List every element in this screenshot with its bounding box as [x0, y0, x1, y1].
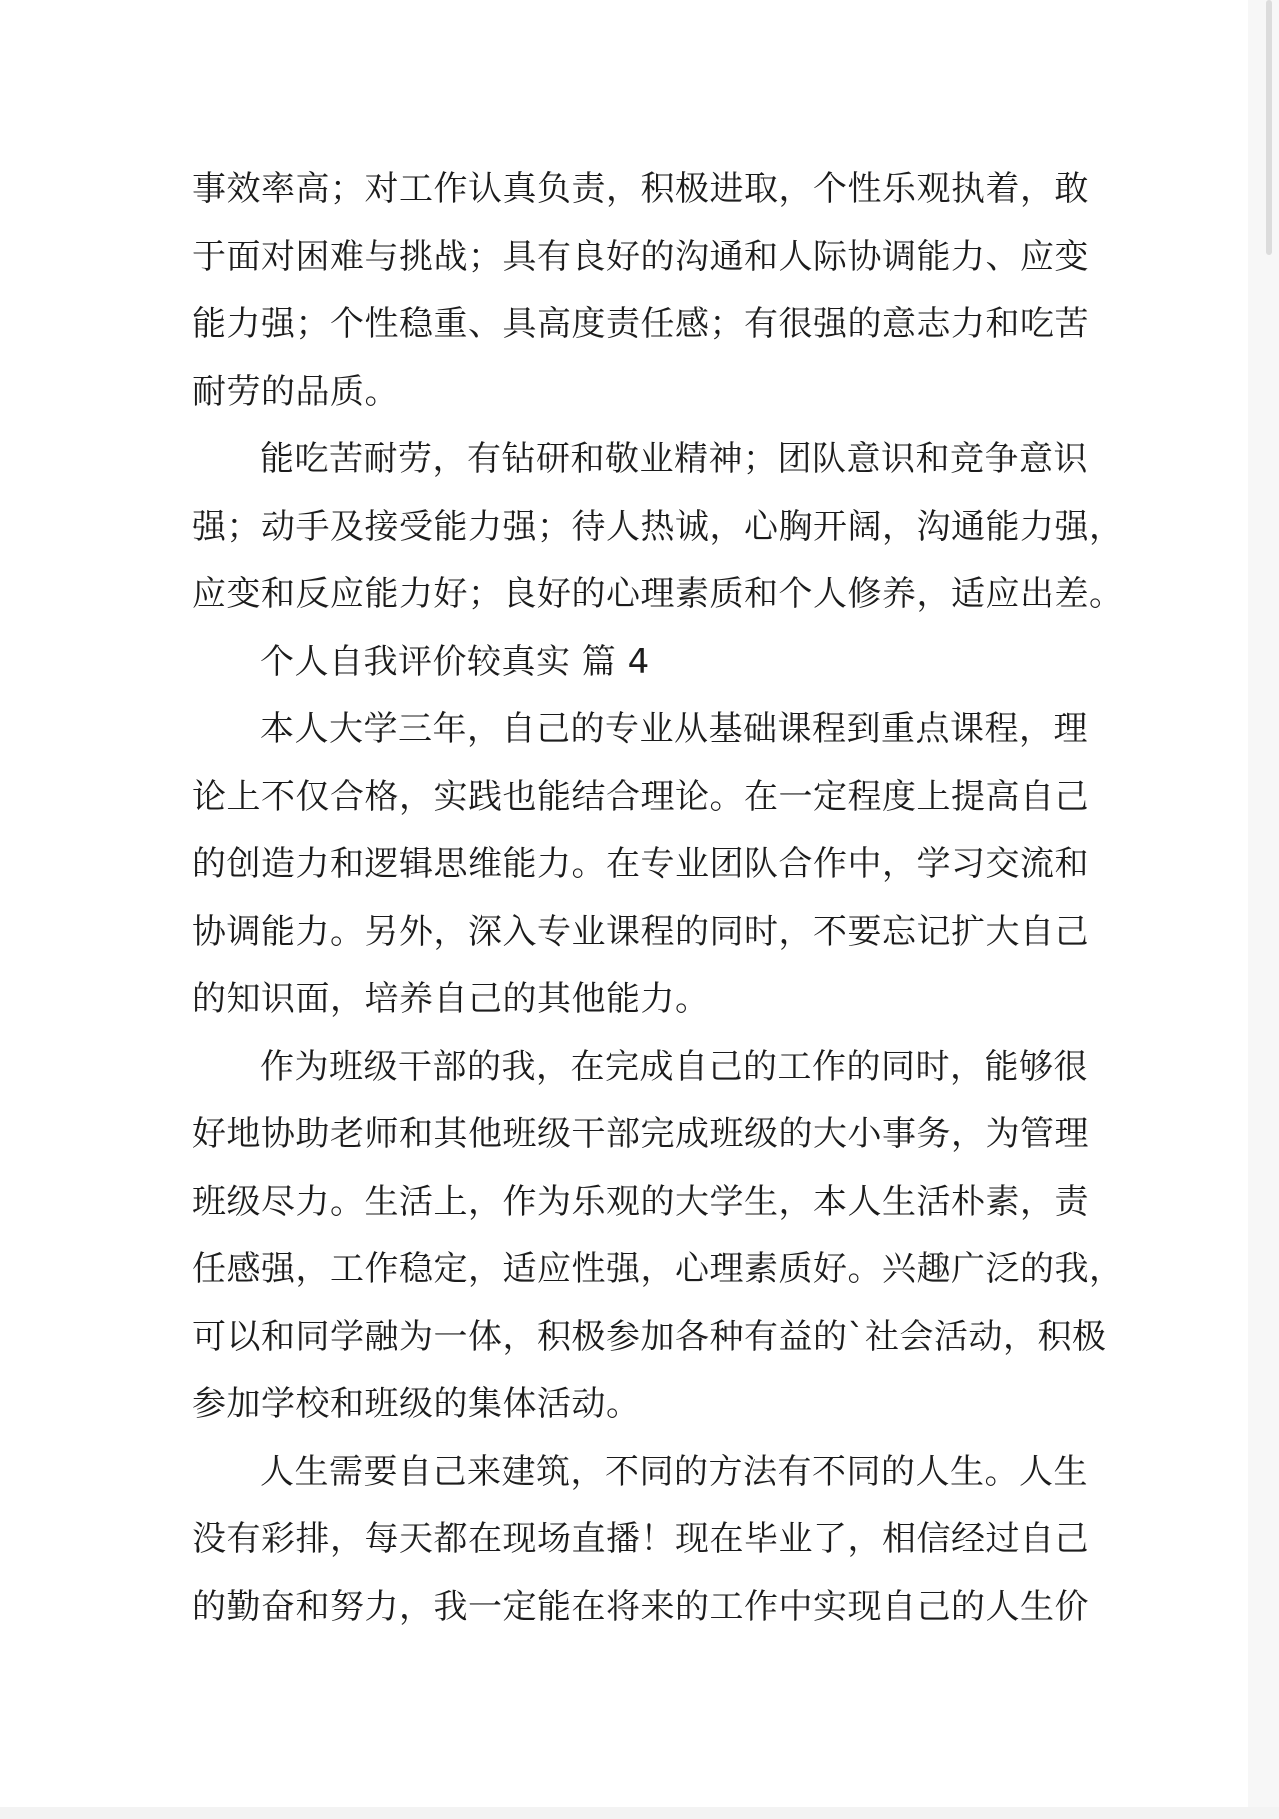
text-line: 参加学校和班级的集体活动。 [192, 1384, 641, 1424]
text-line: 强；动手及接受能力强；待人热诚，心胸开阔，沟通能力强， [192, 506, 1124, 547]
paragraph-start-line: 人生需要自己来建筑，不同的方法有不同的人生。人生 [260, 1451, 1088, 1492]
text-line: 应变和反应能力好；良好的心理素质和个人修养，适应出差。 [192, 574, 1124, 614]
text-line: 没有彩排，每天都在现场直播！现在毕业了，相信经过自己 [192, 1519, 1089, 1559]
text-line: 事效率高；对工作认真负责，积极进取，个性乐观执着，敢 [192, 169, 1089, 209]
scrollbar-thumb[interactable] [1266, 0, 1272, 255]
paragraph-start-line: 本人大学三年，自己的专业从基础课程到重点课程，理 [260, 709, 1088, 749]
text-line: 任感强，工作稳定，适应性强，心理素质好。兴趣广泛的我， [192, 1249, 1124, 1289]
text-line: 能力强；个性稳重、具高度责任感；有很强的意志力和吃苦 [192, 304, 1089, 344]
text-line: 耐劳的品质。 [192, 371, 399, 412]
paragraph-start-line: 作为班级干部的我，在完成自己的工作的同时，能够很 [260, 1046, 1088, 1087]
text-line: 可以和同学融为一体，积极参加各种有益的`社会活动，积极 [192, 1316, 1107, 1357]
paragraph-start-line: 能吃苦耐劳，有钻研和敬业精神；团队意识和竞争意识 [260, 439, 1088, 479]
text-line: 好地协助老师和其他班级干部完成班级的大小事务，为管理 [192, 1114, 1089, 1154]
text-line: 的创造力和逻辑思维能力。在专业团队合作中，学习交流和 [192, 844, 1089, 884]
text-line: 的知识面，培养自己的其他能力。 [192, 979, 710, 1019]
page-right-margin [1248, 0, 1279, 1819]
text-line: 论上不仅合格，实践也能结合理论。在一定程度上提高自己 [192, 776, 1089, 817]
text-line: 于面对困难与挑战；具有良好的沟通和人际协调能力、应变 [192, 236, 1089, 277]
text-line: 协调能力。另外，深入专业课程的同时，不要忘记扩大自己 [192, 911, 1089, 952]
document-body [192, 156, 1124, 1641]
text-line: 的勤奋和努力，我一定能在将来的工作中实现自己的人生价 [192, 1586, 1089, 1627]
section-heading: 个人自我评价较真实 篇 4 [260, 641, 650, 682]
text-line: 班级尽力。生活上，作为乐观的大学生，本人生活朴素，责 [192, 1181, 1089, 1222]
page-bottom-margin [0, 1807, 1279, 1819]
